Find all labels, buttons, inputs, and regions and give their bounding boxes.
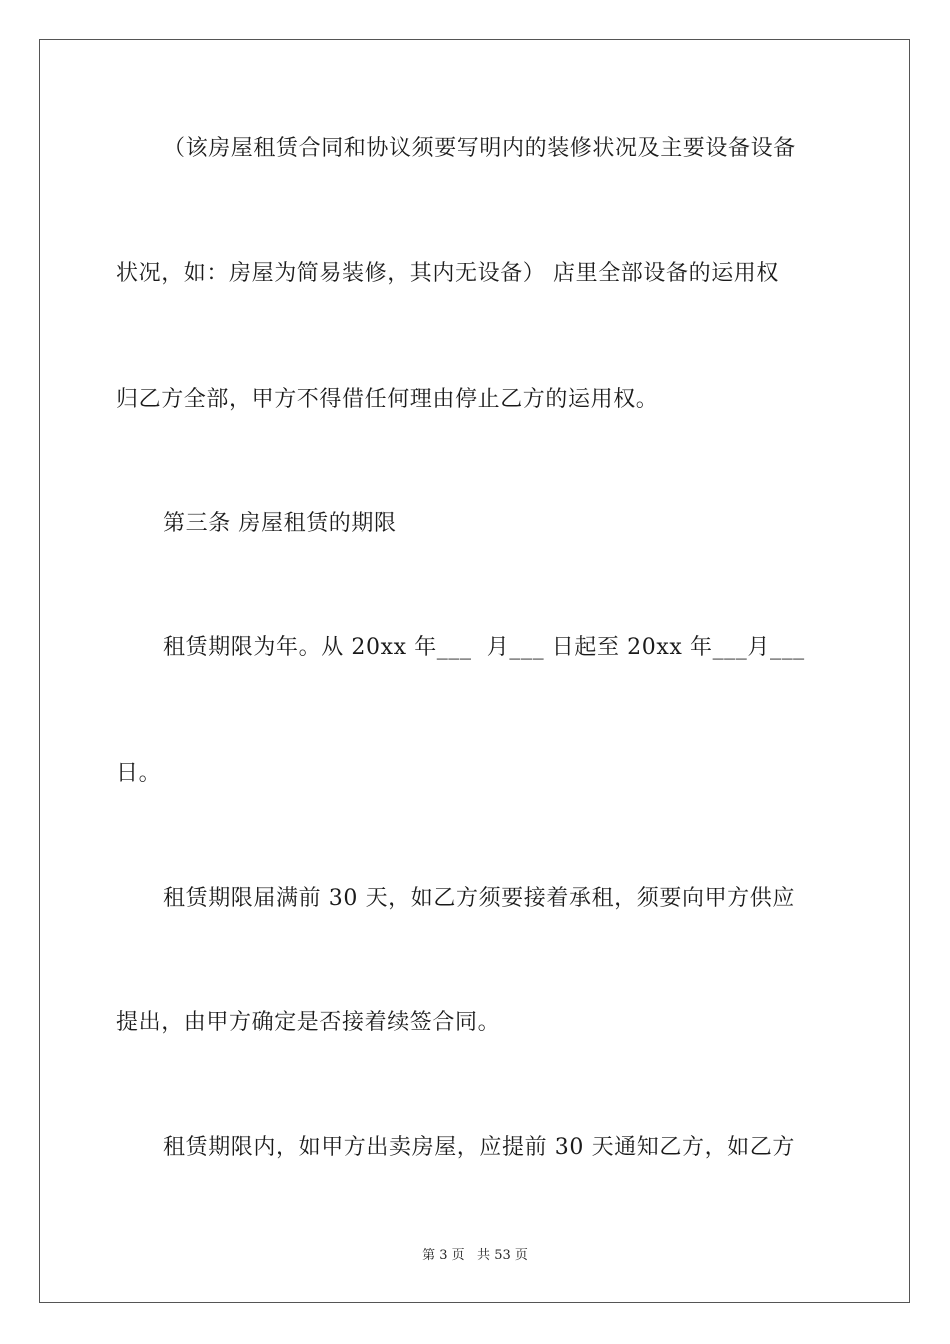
body-text-line: （该房屋租赁合同和协议须要写明内的装修状况及主要设备设备 xyxy=(163,136,796,161)
body-text-line: 状况，如：房屋为简易装修，其内无设备） 店里全部设备的运用权 xyxy=(116,261,779,286)
body-text-line: 归乙方全部，甲方不得借任何理由停止乙方的运用权。 xyxy=(116,387,659,412)
page-border xyxy=(39,39,910,1303)
body-text-line: 提出，由甲方确定是否接着续签合同。 xyxy=(116,1010,501,1035)
body-text-line: 日。 xyxy=(116,761,162,786)
body-text-line: 租赁期限内，如甲方出卖房屋，应提前 30 天通知乙方，如乙方 xyxy=(163,1135,795,1160)
body-text-line: 租赁期限为年。从 20xx 年___ 月___ 日起至 20xx 年___月___ xyxy=(163,635,805,660)
section-heading: 第三条 房屋租赁的期限 xyxy=(163,511,397,536)
page-number-footer: 第 3 页 共 53 页 xyxy=(422,1248,528,1263)
body-text-line: 租赁期限届满前 30 天，如乙方须要接着承租，须要向甲方供应 xyxy=(163,886,795,911)
